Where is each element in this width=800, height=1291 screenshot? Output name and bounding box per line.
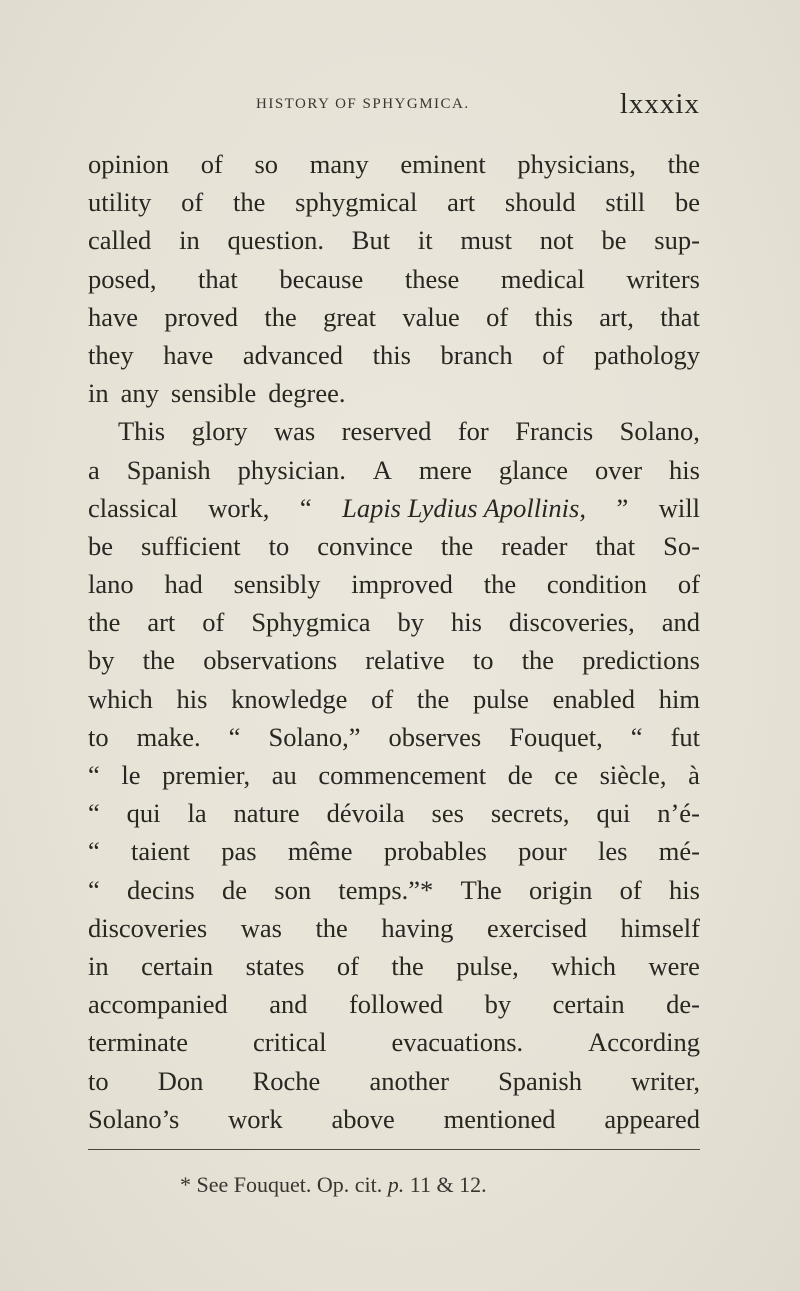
text-line: posed, that because these medical writers [88,263,700,294]
text-line: the art of Sphygmica by his discoveries, and [88,607,700,638]
text-line: This glory was reserved for Francis Solano, [118,416,700,447]
footnote-marker: * [180,1172,191,1197]
text-line: in certain states of the pulse, which were [88,950,700,981]
text-line: “ le premier, au commencement de ce siècle, à [88,760,700,790]
footnote [180,1172,680,1198]
footnote-pages: 11 & 12. [409,1172,487,1197]
text-line: terminate critical evacuations. According [88,1027,700,1058]
text-line: be sufficient to convince the reader that So- [88,530,700,561]
running-title: HISTORY OF SPHYGMICA. [256,96,470,112]
text-line: they have advanced this branch of pathology [88,339,700,370]
text-line: Solano’s work above mentioned appeared [88,1103,700,1134]
text-line: “ qui la nature dévoila ses secrets, qui n’é- [88,798,700,829]
text-line: to Don Roche another Spanish writer, [88,1065,700,1096]
text-line: by the observations relative to the predictions [88,645,700,676]
text-line: have proved the great value of this art, that [88,301,700,332]
page-number: lxxxix [619,88,700,120]
footnote-page-abbrev: p. [387,1172,405,1197]
text-line: utility of the sphygmical art should still be [88,187,700,218]
text-line: to make. “ Solano,” observes Fouquet, “ fut [88,721,700,752]
text-line: discoveries was the having exercised himself [88,912,700,943]
text-line: which his knowledge of the pulse enabled him [88,683,700,714]
body-text [88,145,700,1138]
text-line: classical work, “ Lapis Lydius Apollinis, ” will [88,489,700,527]
book-title: Lapis Lydius Apollinis, [342,492,586,523]
footnote-op-cit: Op. cit. [316,1172,383,1197]
running-head [88,88,700,128]
footnote-source: See Fouquet. [196,1172,312,1197]
text-line: lano had sensibly improved the condition of [88,569,700,600]
text-line: opinion of so many eminent physicians, the [88,149,700,179]
text-line: “ taient pas même probables pour les mé- [88,836,700,867]
text-line: accompanied and followed by certain de- [88,989,700,1020]
text-line: a Spanish physician. A mere glance over his [88,454,700,485]
footnote-rule [88,1149,700,1150]
text-line: in any sensible degree. [88,378,346,409]
text-line: “ decins de son temps.”* The origin of his [88,874,700,905]
text-line: called in question. But it must not be sup- [88,225,700,256]
